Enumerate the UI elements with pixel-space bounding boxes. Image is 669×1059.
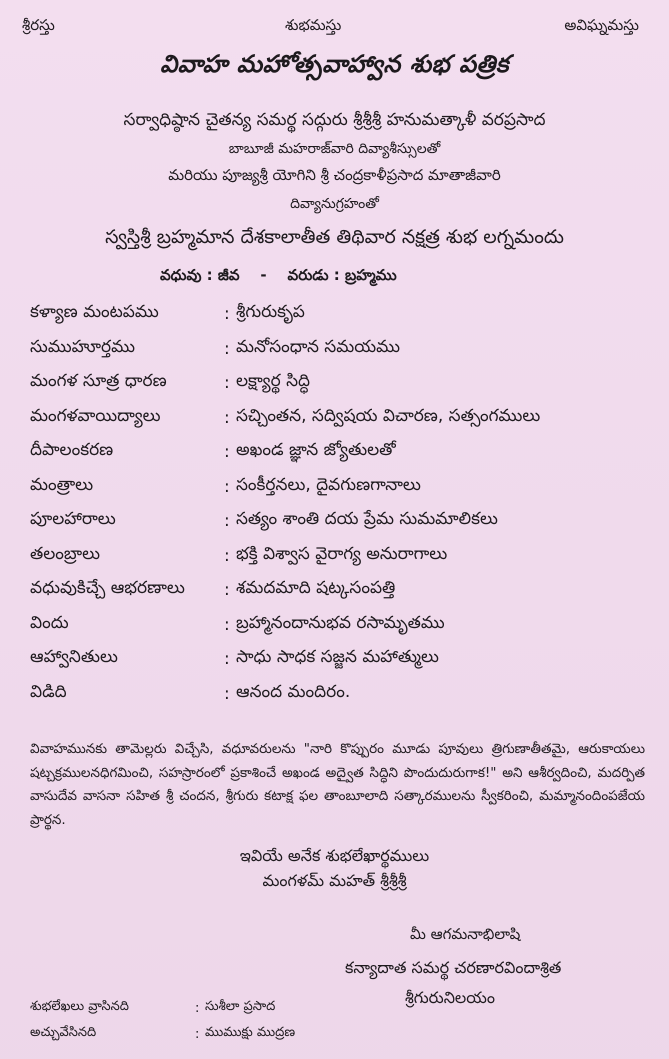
detail-row (30, 332, 650, 367)
bride-label: వధువు (160, 266, 202, 284)
credit-colon: : (195, 1000, 200, 1016)
detail-label: ఆహ్వానితులు (30, 647, 118, 668)
detail-row (30, 366, 650, 401)
detail-row (30, 573, 650, 608)
blessing-srirastu: శ్రీరస్తు (22, 16, 55, 34)
detail-value: భక్తి విశ్వాస వైరాగ్య అనురాగాలు (236, 543, 448, 564)
credits (30, 995, 295, 1047)
detail-value: శమదమాది షట్కసంపత్తి (236, 578, 396, 599)
credit-colon: : (195, 1026, 200, 1042)
detail-row (30, 642, 650, 677)
credit-value: సుశీలా ప్రసాద (205, 999, 276, 1014)
ceremony-details (30, 297, 650, 711)
detail-value: సత్యం శాంతి దయ ప్రేమ సుమమాలికలు (236, 509, 498, 530)
credit-row (30, 1021, 295, 1047)
closing-line-1: ఇవియే అనేక శుభలేఖార్థములు (239, 846, 430, 865)
invocation-line-2: బాబూజీ మహరాజ్‌వారి దివ్యాశీస్సులతో (228, 141, 441, 157)
detail-colon: : (224, 614, 230, 635)
closing-line-2: మంగళమ్ మహత్ శ్రీశ్రీశ్రీ (262, 871, 407, 890)
couple-names: వధువు : జీవ - వరుడు : బ్రహ్మము (160, 266, 397, 284)
groom-name: బ్రహ్మము (345, 266, 397, 284)
detail-label: తలంబ్రాలు (30, 543, 101, 564)
invocation-line-5: స్వస్తిశ్రీ బ్రహ్మమాన దేశకాలాతీత తిథివార నక్షత్ర శుభ లగ్నమందు (105, 226, 564, 248)
blessing-paragraph: వివాహమునకు తామెల్లరు విచ్చేసి, వధూవరులను "నారి కొప్పురం మూడు పూవులు త్రిగుణాతీతమై, ఆరుకాయలు షట్చక్రములనధిగమించి, సహస్రారంలో ప్రకాశించే అఖండ అద్వైత సిద్ధిని పొందుదురుగాక!" అని ఆశీర్వదించి, మదర్పిత వాసుదేవ వాసనా సహిత శ్రీ చందన, శ్రీగురు కటాక్ష ఫల తాంబూలాది సత్కారములను స్వీకరించి, మమ్మానందింపజేయ ప్రార్థన. (30, 741, 645, 828)
detail-value: శ్రీగురుకృప (236, 302, 305, 323)
detail-colon: : (224, 338, 230, 359)
detail-label: సుముహూర్తము (30, 336, 135, 357)
detail-value: ఆనంద మందిరం. (236, 681, 351, 702)
detail-colon: : (224, 373, 230, 394)
detail-row (30, 539, 650, 574)
detail-colon: : (224, 407, 230, 428)
detail-colon: : (224, 545, 230, 566)
detail-value: మనోసంధాన సమయము (236, 336, 400, 357)
signature-line-2: కన్యాదాత సమర్థ చరణారవిందాశ్రిత (345, 958, 562, 977)
invitation-title: వివాహ మహోత్సవాహ్వాన శుభ పత్రిక (160, 50, 509, 78)
detail-label: మంత్రాలు (30, 474, 94, 495)
detail-colon: : (224, 683, 230, 704)
couple-separator: - (260, 266, 267, 284)
detail-label: విడిది (30, 681, 67, 702)
blessing-avighnamastu: అవిఘ్నమస్తు (564, 16, 639, 34)
detail-colon: : (224, 442, 230, 463)
detail-colon: : (224, 304, 230, 325)
credit-label: శుభలేఖలు వ్రాసినది (30, 999, 129, 1014)
detail-value: బ్రహ్మానందానుభవ రసామృతము (236, 612, 445, 633)
detail-row (30, 401, 650, 436)
groom-label: వరుడు (287, 266, 329, 284)
invocation-line-3: మరియు పూజ్యశ్రీ యోగిని శ్రీ చంద్రకాళీప్రసాద మాతాజీవారి (168, 166, 501, 184)
signature-line-1: మీ ఆగమనాభిలాషి (410, 925, 521, 943)
credit-row (30, 995, 295, 1021)
detail-label: కళ్యాణ మంటపము (30, 302, 159, 323)
detail-row (30, 297, 650, 332)
blessing-subhamastu: శుభమస్తు (285, 16, 342, 34)
detail-colon: : (224, 476, 230, 497)
invocation-line-4: దివ్యానుగ్రహంతో (290, 196, 379, 212)
credit-value: ముముక్షు ముద్రణ (205, 1025, 296, 1040)
invocation-line-1: సర్వాధిష్ఠాన చైతన్య సమర్థ సద్గురు శ్రీశ్రీశ్రీ హనుమత్కాళీ వరప్రసాద (123, 110, 546, 130)
detail-value: అఖండ జ్ఞాన జ్యోతులతో (236, 440, 396, 461)
detail-colon: : (224, 580, 230, 601)
detail-row (30, 470, 650, 505)
detail-value: సచ్చింతన, సద్విషయ విచారణ, సత్సంగములు (236, 405, 541, 426)
detail-colon: : (224, 649, 230, 670)
detail-value: సంకీర్తనలు, దైవగుణగానాలు (236, 474, 421, 495)
detail-row (30, 435, 650, 470)
credit-label: అచ్చువేసినది (30, 1025, 97, 1040)
detail-value: సాధు సాధక సజ్జన మహాత్ములు (236, 647, 439, 668)
detail-value: లక్ష్యార్థ సిద్ధి (236, 371, 310, 392)
detail-label: విందు (30, 612, 69, 633)
detail-colon: : (224, 511, 230, 532)
detail-label: పూలహారాలు (30, 509, 116, 530)
detail-label: దీపాలంకరణ (30, 440, 114, 461)
detail-label: వధువుకిచ్చే ఆభరణాలు (30, 578, 185, 599)
detail-row (30, 677, 650, 712)
detail-label: మంగళవాయిద్యాలు (30, 405, 161, 426)
detail-label: మంగళ సూత్ర ధారణ (30, 371, 167, 392)
bride-name: జీవ (217, 266, 240, 284)
blessings-row (0, 16, 669, 40)
detail-row (30, 608, 650, 643)
detail-row (30, 504, 650, 539)
signature-line-3: శ్రీగురునిలయం (405, 988, 495, 1007)
